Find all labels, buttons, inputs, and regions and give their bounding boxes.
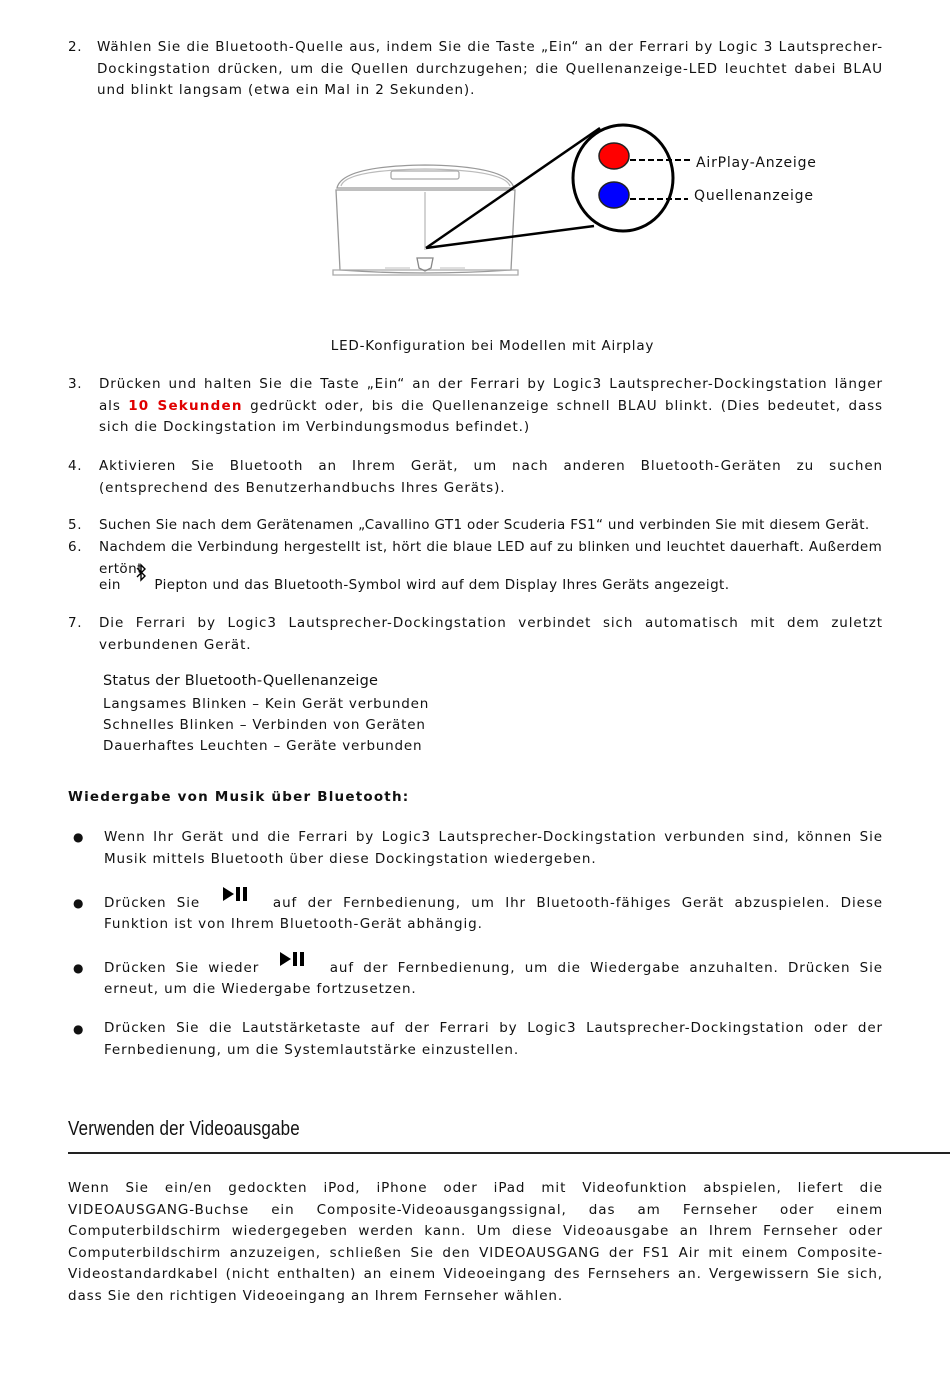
step-6-number: 6. bbox=[68, 539, 83, 555]
play-pause-icon bbox=[280, 952, 306, 974]
bullet-dot: ● bbox=[73, 896, 84, 910]
bluetooth-icon bbox=[134, 563, 148, 591]
step-3-text-before: Drücken und halten Sie die Taste „Ein“ an der Ferrari by Logic3 Lautsprecher-Dockingstation länger als bbox=[99, 376, 883, 414]
step-3-number: 3. bbox=[68, 376, 83, 392]
step-2-text: Wählen Sie die Bluetooth-Quelle aus, indem Sie die Taste „Ein“ an der Ferrari by Logic 3 Lautsprecher-Dockingstation drücken, um die Quellen durchzugehen; die Quellenanzeige-LED leuchtet dabei BLAU und blinkt langsam (etwa ein Mal in 2 Sekunden). bbox=[97, 39, 883, 98]
music-bullet-2 bbox=[104, 892, 883, 936]
step-7-text: Die Ferrari by Logic3 Lautsprecher-Dockingstation verbindet sich automatisch mit dem zuletzt verbundenen Gerät. bbox=[99, 615, 883, 653]
step-4-number: 4. bbox=[68, 458, 83, 474]
step-5-number: 5. bbox=[68, 517, 83, 533]
bullet-dot: ● bbox=[73, 830, 84, 844]
docking-station-illustration bbox=[333, 165, 518, 275]
bullet-dot: ● bbox=[73, 961, 84, 975]
step-7-number: 7. bbox=[68, 615, 83, 631]
step-6-line-2 bbox=[99, 571, 883, 599]
step-4-text: Aktivieren Sie Bluetooth an Ihrem Gerät, um nach anderen Bluetooth-Geräten zu suchen (entsprechend des Benutzerhandbuchs Ihres Geräts). bbox=[99, 458, 883, 496]
step-3-highlight: 10 Sekunden bbox=[128, 397, 243, 414]
step-5-text: Suchen Sie nach dem Gerätenamen „Cavallino GT1 oder Scuderia FS1“ und verbinden Sie mit diesem Gerät. bbox=[99, 517, 870, 533]
play-pause-icon bbox=[223, 887, 249, 909]
step-3-text-after: gedrückt oder, bis die Quellenanzeige schnell BLAU blinkt. (Dies bedeutet, dass sich die Dockingstation im Verbindungsmodus befindet.) bbox=[99, 397, 883, 435]
source-led-indicator bbox=[599, 182, 629, 208]
step-2-number: 2. bbox=[68, 39, 83, 55]
music-heading: Wiedergabe von Musik über Bluetooth: bbox=[68, 789, 410, 805]
step-6-line-2-after: Piepton und das Bluetooth-Symbol wird auf dem Display Ihres Geräts angezeigt. bbox=[154, 576, 730, 593]
music-bullet-2-after: auf der Fernbedienung, um Ihr Bluetooth-fähiges Gerät abzuspielen. Diese Funktion ist von Ihrem Bluetooth-Gerät abhängig. bbox=[104, 894, 883, 933]
status-title: Status der Bluetooth-Quellenanzeige bbox=[103, 673, 379, 689]
status-line-fast: Schnelles Blinken – Verbinden von Geräten bbox=[103, 717, 426, 733]
video-paragraph: Wenn Sie ein/en gedockten iPod, iPhone oder iPad mit Videofunktion abspielen, liefert die VIDEOAUSGANG-Buchse ein Composite-Videoausgangssignal, das am Fernseher oder einem Computerbildschirm wiedergegeben werden kann. Um diese Videoausgabe an Ihrem Fernseher oder Computerbildschirm anzuzeigen, schließen Sie den VIDEOAUSGANG der FS1 Air mit einem Composite-Videostandardkabel (nicht enthalten) an einem Videoeingang des Fernsehers an. Vergewissern Sie sich, dass Sie den richtigen Videoeingang an Ihrem Fernseher wählen. bbox=[68, 1180, 883, 1304]
callout-circle bbox=[573, 125, 673, 231]
figure-caption: LED-Konfiguration bei Modellen mit Airplay bbox=[330, 338, 655, 354]
step-3-text bbox=[99, 374, 883, 439]
section-divider bbox=[68, 1152, 950, 1154]
step-6-line-1: Nachdem die Verbindung hergestellt ist, hört die blaue LED auf zu blinken und leuchtet dauerhaft. Außerdem ertönt bbox=[99, 539, 883, 577]
video-section-title: Verwenden der Videoausgabe bbox=[68, 1118, 300, 1140]
music-bullet-3 bbox=[104, 957, 883, 1001]
source-indicator-label: Quellenanzeige bbox=[694, 188, 814, 204]
airplay-indicator-label: AirPlay-Anzeige bbox=[696, 155, 817, 171]
music-bullet-1: Wenn Ihr Gerät und die Ferrari by Logic3 Lautsprecher-Dockingstation verbunden sind, können Sie Musik mittels Bluetooth über diese Dockingstation wiedergeben. bbox=[104, 829, 883, 867]
status-line-steady: Dauerhaftes Leuchten – Geräte verbunden bbox=[103, 738, 423, 754]
music-bullet-4: Drücken Sie die Lautstärketaste auf der Ferrari by Logic3 Lautsprecher-Dockingstation oder der Fernbedienung, um die Systemlautstärke einzustellen. bbox=[104, 1020, 883, 1058]
bullet-dot: ● bbox=[73, 1022, 84, 1036]
music-bullet-3-before: Drücken Sie wieder bbox=[104, 959, 260, 976]
airplay-led-indicator bbox=[599, 143, 629, 169]
music-bullet-2-before: Drücken Sie bbox=[104, 894, 201, 911]
status-line-slow: Langsames Blinken – Kein Gerät verbunden bbox=[103, 696, 430, 712]
music-bullet-3-after: auf der Fernbedienung, um die Wiedergabe anzuhalten. Drücken Sie erneut, um die Wiedergabe fortzusetzen. bbox=[104, 959, 883, 998]
step-6-line-2-before: ein bbox=[99, 576, 121, 593]
